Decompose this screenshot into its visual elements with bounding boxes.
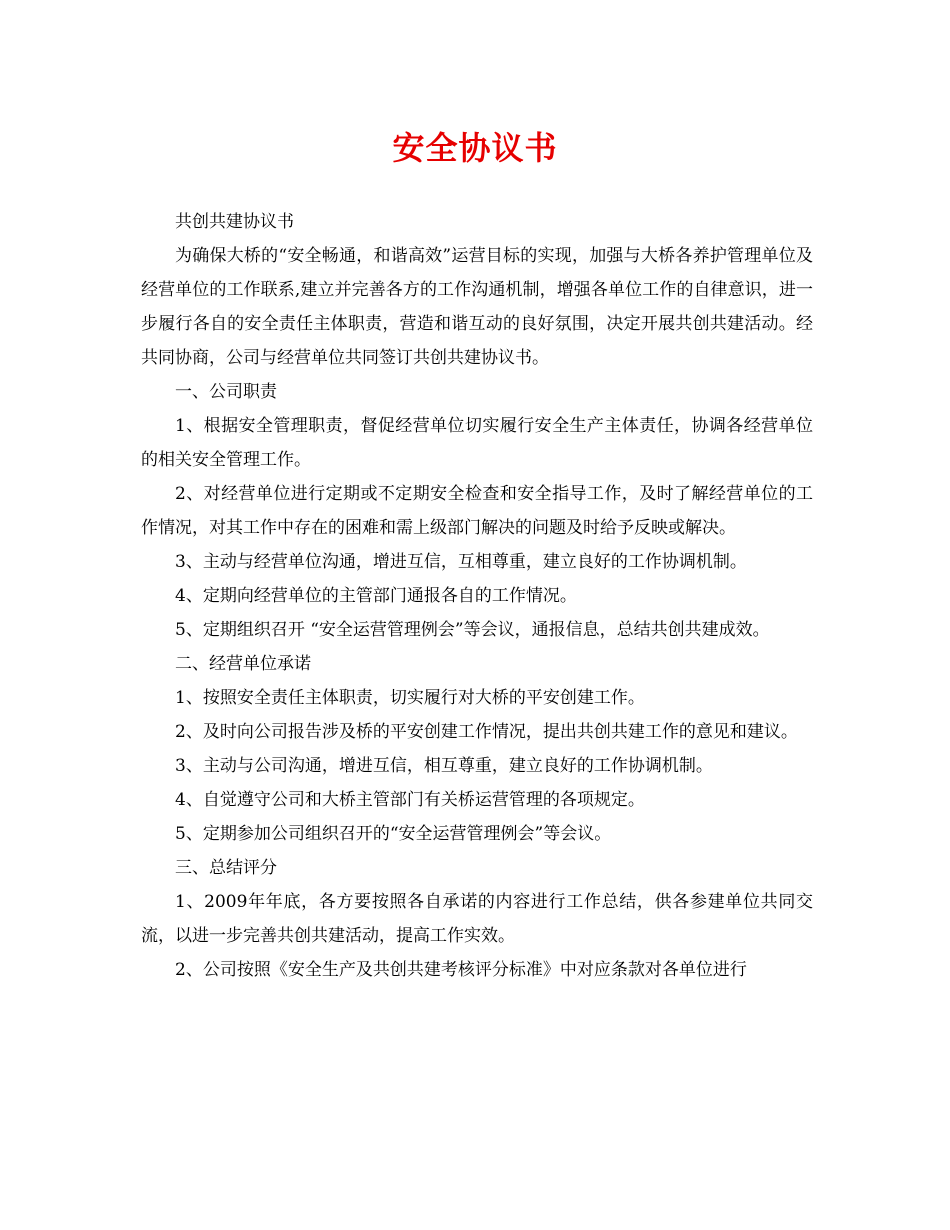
paragraph-item: 2、公司按照《安全生产及共创共建考核评分标准》中对应条款对各单位进行 [175, 960, 747, 980]
document-title: 安全协议书 [392, 129, 558, 167]
paragraph-subtitle: 共创共建协议书 [175, 212, 294, 232]
section-heading-company-duties: 一、公司职责 [175, 382, 277, 402]
paragraph-item: 1、按照安全责任主体职责，切实履行对大桥的平安创建工作。 [175, 688, 645, 708]
paragraph-item: 4、自觉遵守公司和大桥主管部门有关桥运营管理的各项规定。 [175, 790, 645, 810]
paragraph-intro: 为确保大桥的“安全畅通，和谐高效”运营目标的实现，加强与大桥各养护管理单位及经营单位的工作联系,建立并完善各方的工作沟通机制，增强各单位工作的自律意识，进一步履行各自的安全责任主体职责，营造和谐互动的良好氛围，决定开展共创共建活动。经共同协商，公司与经营单位共同签订共创共建协议书。 [141, 246, 813, 368]
paragraph-item: 2、对经营单位进行定期或不定期安全检查和安全指导工作，及时了解经营单位的工作情况，对其工作中存在的困难和需上级部门解决的问题及时给予反映或解决。 [141, 484, 813, 538]
paragraph-item: 4、定期向经营单位的主管部门通报各自的工作情况。 [175, 586, 577, 606]
section-heading-operator-commitments: 二、经营单位承诺 [175, 654, 311, 674]
paragraph-item: 1、2009年年底，各方要按照各自承诺的内容进行工作总结，供各参建单位共同交流，以进一步完善共创共建活动，提高工作实效。 [141, 892, 813, 946]
paragraph-item: 1、根据安全管理职责，督促经营单位切实履行安全生产主体责任，协调各经营单位的相关安全管理工作。 [141, 416, 813, 470]
paragraph-item: 5、定期组织召开 “安全运营管理例会”等会议，通报信息，总结共创共建成效。 [175, 620, 770, 640]
paragraph-item: 2、及时向公司报告涉及桥的平安创建工作情况，提出共创共建工作的意见和建议。 [175, 722, 798, 742]
paragraph-item: 3、主动与公司沟通，增进互信，相互尊重，建立良好的工作协调机制。 [175, 756, 713, 776]
paragraph-item: 5、定期参加公司组织召开的“安全运营管理例会”等会议。 [175, 824, 612, 844]
paragraph-item: 3、主动与经营单位沟通，增进互信，互相尊重，建立良好的工作协调机制。 [175, 552, 747, 572]
document-body [141, 205, 813, 987]
section-heading-summary-scoring: 三、总结评分 [175, 858, 277, 878]
